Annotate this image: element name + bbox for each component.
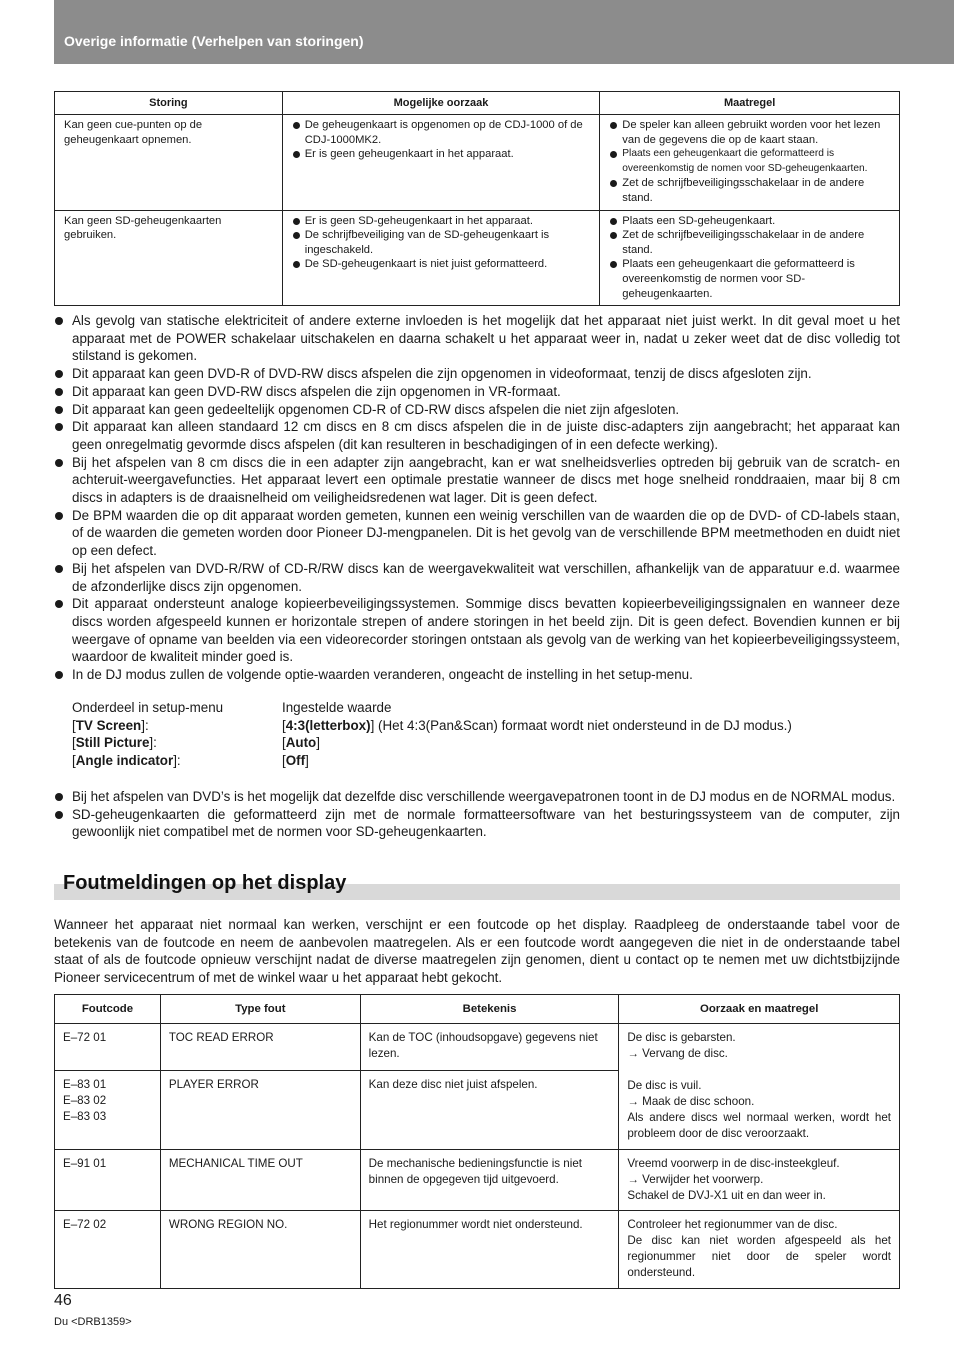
oorzaak-cell (282, 115, 600, 211)
setup-value: [4:3(letterbox)] (Het 4:3(Pan&Scan) formaat wordt niet ondersteund in de DJ modus.) (282, 717, 792, 733)
error-type: MECHANICAL TIME OUT (160, 1150, 360, 1211)
setup-value: [Auto] (282, 735, 320, 751)
setup-row (72, 734, 792, 752)
section-intro: Wanneer het apparaat niet normaal kan werken, verschijnt er een foutcode op het display. Raadpleeg de onderstaande tabel voor de betekenis van de foutcode en neem de aanbevolen maatregelen. Als er een foutcode wordt aangegeven die niet in de onderstaande tabel staat of als de foutcode opnieuw verschijnt nadat de diverse maatregelen zijn genomen, dient u contact op te nemen met uw dichtstbijzijnde Pioneer servicecentrum of met de winkel waar u het apparaat hebt gekocht. (54, 917, 900, 986)
setup-item: [TV Screen]: (72, 717, 149, 733)
note-item: In de DJ modus zullen de volgende optie-waarden veranderen, ongeacht de instelling in het setup-menu. (54, 666, 900, 684)
setup-table (72, 699, 792, 770)
error-type: WRONG REGION NO. (160, 1211, 360, 1289)
list-item: De geheugenkaart is opgenomen op de CDJ-1000 of de CDJ-1000MK2. (292, 118, 594, 147)
storing-cell: Kan geen cue-punten op de geheugenkaart opnemen. (55, 115, 283, 211)
notes-list (54, 312, 900, 684)
note-item: Bij het afspelen van 8 cm discs die in een adapter zijn aangebracht, kan er wat snelheidsverlies optreden bij gebruik van de scratch- en achteruit-weergavefuncties. Het apparaat levert een optimale prestatie wanneer de discs met hoge snelheid ronddraaien, maar bij 8 cm discs in adapters is de draaisnelheid om veiligheidsredenen wat lager. Dit is geen defect. (54, 454, 900, 507)
table-header-row (55, 995, 900, 1024)
oorzaak-cell (282, 210, 600, 306)
error-code-table (54, 994, 900, 1289)
error-code: E–72 02 (55, 1211, 161, 1289)
note-item: SD-geheugenkaarten die geformatteerd zijn met de normale formatteersoftware van het besturingssysteem van de computer, zijn gewoonlijk niet compatibel met de normen voor SD-geheugenkaarten. (54, 806, 900, 841)
note-item: Dit apparaat kan geen gedeeltelijk opgenomen CD-R of CD-RW discs afspelen die niet zijn afgesloten. (54, 401, 900, 419)
note-item: Bij het afspelen van DVD’s is het mogelijk dat dezelfde disc verschillende weergavepatronen toont in de DJ modus en de NORMAL modus. (54, 788, 900, 806)
note-item: Dit apparaat kan geen DVD-R of DVD-RW discs afspelen die zijn opgenomen in videoformaat, tenzij de discs afgesloten zijn. (54, 365, 900, 383)
header-band (54, 0, 954, 64)
notes-list-2 (54, 788, 900, 841)
error-type: TOC READ ERROR (160, 1024, 360, 1071)
note-item: Dit apparaat ondersteunt analoge kopieerbeveiligingssystemen. Sommige discs bevatten kopieerbeveiligingssignalen en wanneer deze discs worden afgespeeld kunnen er horizontale strepen of andere storingen in het beeld zijn. Dit is geen defect. Bovendien kunnen er bij weergave of opname van beelden via een videorecorder storingen ontstaan als gevolg van de werking van het kopieerbeveiligingssysteem, waardoor de kwaliteit minder goed is. (54, 595, 900, 666)
list-item: Plaats een geheugenkaart die geformatteerd is overeenkomstig de nomen voor SD-geheugenkaarten. (609, 147, 893, 176)
list-item: De schrijfbeveiliging van de SD-geheugenkaart is ingeschakeld. (292, 228, 594, 257)
troubleshooting-table (54, 91, 900, 306)
list-item: De speler kan alleen gebruikt worden voor het lezen van de gegevens die op de kaart staan. (609, 118, 893, 147)
page-number: 46 (54, 1292, 72, 1309)
setup-col2-header: Ingestelde waarde (282, 700, 392, 715)
setup-item: [Still Picture]: (72, 735, 157, 751)
error-code: E–83 01 E–83 02 E–83 03 (55, 1071, 161, 1150)
setup-item: [Angle indicator]: (72, 753, 181, 769)
note-item: Dit apparaat kan geen DVD-RW discs afspelen die zijn opgenomen in VR-formaat. (54, 383, 900, 401)
column-header-type: Type fout (160, 995, 360, 1024)
table-row (55, 1150, 900, 1211)
table-row (55, 210, 900, 306)
note-item: Als gevolg van statische elektriciteit of andere externe invloeden is het mogelijk dat het apparaat niet juist werkt. In dit geval moet u het apparaat met de POWER schakelaar uitschakelen en daarna schakelt u het apparaat weer in, nadat u zeker weet dat de disc volledig tot stilstand is gekomen. (54, 312, 900, 365)
column-header-storing: Storing (55, 92, 283, 115)
setup-col1-header: Onderdeel in setup-menu (72, 700, 224, 715)
error-remedy: De disc is gebarsten. → Vervang de disc. De disc is vuil. → Maak de disc schoon. Als andere discs wel normaal werken, wordt het probleem door de disc veroorzaakt. (619, 1024, 900, 1150)
table-row (55, 1211, 900, 1289)
list-item: Zet de schrijfbeveiligingsschakelaar in de andere stand. (609, 228, 893, 257)
error-remedy: Controleer het regionummer van de disc. De disc kan niet worden afgespeeld als het regionummer niet door de speler wordt ondersteund. (619, 1211, 900, 1289)
note-item: Dit apparaat kan alleen standaard 12 cm discs en 8 cm discs afspelen die in de juiste disc-adapters zijn aangebracht; het apparaat kan geen onregelmatig gevormde discs afspelen (dit kan resulteren in beschadigingen of in een defecte werking). (54, 418, 900, 453)
column-header-maatregel: Maatregel (600, 92, 900, 115)
list-item: Er is geen geheugenkaart in het apparaat. (292, 147, 594, 162)
setup-row (72, 717, 792, 735)
storing-cell: Kan geen SD-geheugenkaarten gebruiken. (55, 210, 283, 306)
table-row (55, 1024, 900, 1071)
setup-row (72, 752, 792, 770)
list-item: Plaats een geheugenkaart die geformatteerd is overeenkomstig de normen voor SD-geheugenkaarten. (609, 257, 893, 301)
list-item: Er is geen SD-geheugenkaart in het apparaat. (292, 214, 594, 229)
note-item: Bij het afspelen van DVD-R/RW of CD-R/RW discs kan de weergavekwaliteit wat verschillen, afhankelijk van de apparatuur e.d. waarmee de afzonderlijke discs zijn opgenomen. (54, 560, 900, 595)
error-type: PLAYER ERROR (160, 1071, 360, 1150)
column-header-oorzaak: Oorzaak en maatregel (619, 995, 900, 1024)
error-meaning: De mechanische bedieningsfunctie is niet binnen de opgegeven tijd uitgevoerd. (360, 1150, 619, 1211)
section-title: Foutmeldingen op het display (63, 872, 347, 894)
error-meaning: Kan de TOC (inhoudsopgave) gegevens niet lezen. (360, 1024, 619, 1071)
column-header-betekenis: Betekenis (360, 995, 619, 1024)
error-meaning: Kan deze disc niet juist afspelen. (360, 1071, 619, 1150)
error-code: E–72 01 (55, 1024, 161, 1071)
table-row (55, 115, 900, 211)
column-header-oorzaak: Mogelijke oorzaak (282, 92, 600, 115)
error-meaning: Het regionummer wordt niet ondersteund. (360, 1211, 619, 1289)
maatregel-cell (600, 210, 900, 306)
table-header-row (55, 92, 900, 115)
column-header-foutcode: Foutcode (55, 995, 161, 1024)
list-item: De SD-geheugenkaart is niet juist geformatteerd. (292, 257, 594, 272)
error-remedy: Vreemd voorwerp in de disc-insteekgleuf. → Verwijder het voorwerp. Schakel de DVJ-X1 uit en dan weer in. (619, 1150, 900, 1211)
note-item: De BPM waarden die op dit apparaat worden gemeten, kunnen een weinig verschillen van de waarden die op de DVD- of CD-labels staan, of de waarden die gemeten worden door Pioneer DJ-mengpanelen. Dit is het gevolg van de verschillende BPM meetmethoden en duidt niet op een defect. (54, 507, 900, 560)
list-item: Zet de schrijfbeveiligingsschakelaar in de andere stand. (609, 176, 893, 205)
setup-header-row (72, 699, 792, 717)
error-code: E–91 01 (55, 1150, 161, 1211)
setup-value: [Off] (282, 753, 309, 769)
header-title: Overige informatie (Verhelpen van storingen) (64, 33, 364, 49)
document-code: Du <DRB1359> (54, 1316, 132, 1328)
list-item: Plaats een SD-geheugenkaart. (609, 214, 893, 229)
maatregel-cell (600, 115, 900, 211)
